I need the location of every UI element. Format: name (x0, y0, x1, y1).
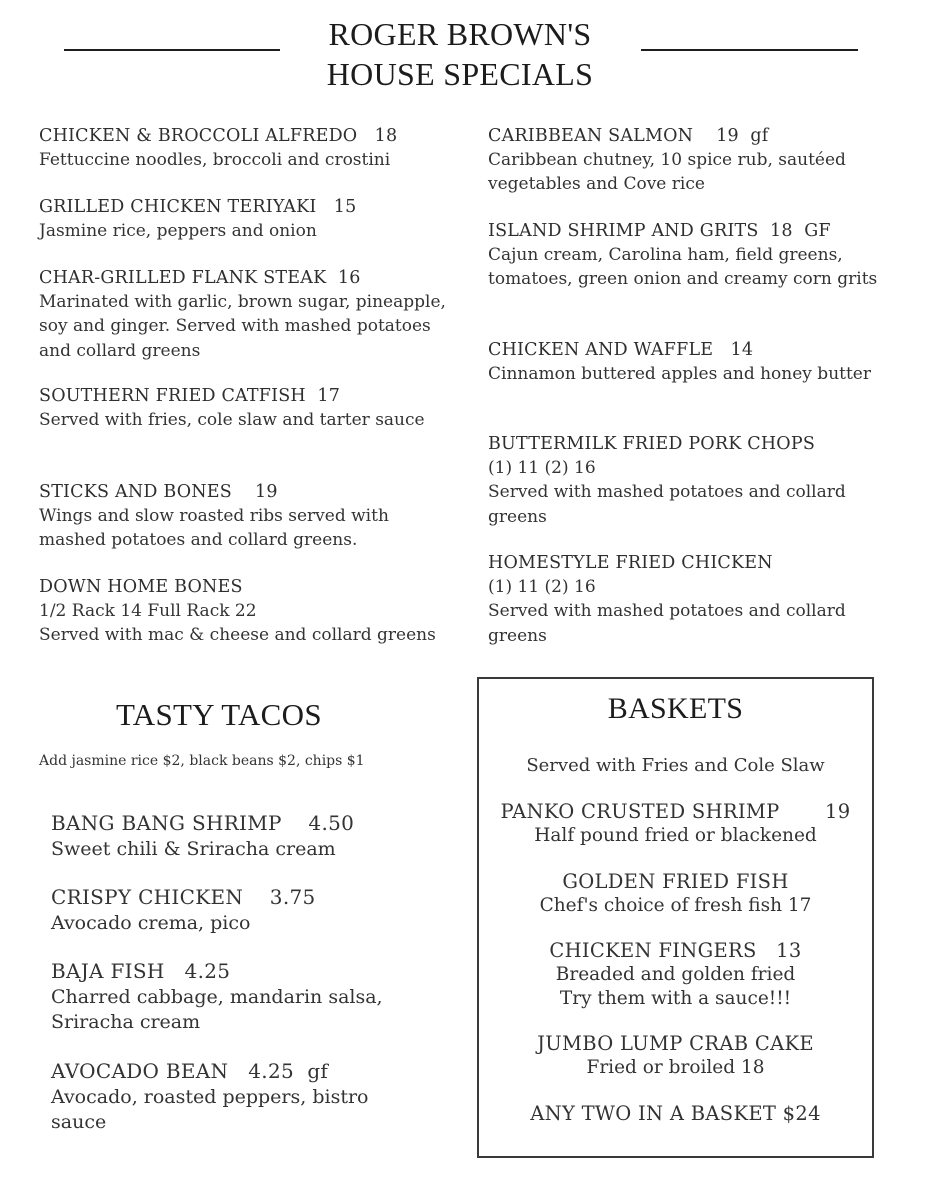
menu-item (39, 384, 449, 432)
menu-item (39, 266, 449, 363)
page-title (280, 14, 640, 94)
menu-item-name: BUTTERMILK FRIED PORK CHOPS (488, 434, 816, 454)
menu-item-desc: (1) 11 (2) 16 Served with mashed potatoes and collard greens (488, 458, 846, 527)
menu-item (488, 551, 888, 648)
basket-item-name: CHICKEN FINGERS 13 (549, 939, 802, 962)
menu-item-name: DOWN HOME BONES (39, 577, 243, 597)
menu-item-desc: Cinnamon buttered apples and honey butter (488, 364, 871, 385)
basket-item-desc: Chef's choice of fresh fish 17 (539, 895, 812, 916)
taco-item (51, 885, 431, 936)
menu-item (39, 575, 449, 648)
taco-item (51, 959, 431, 1036)
taco-item (51, 1059, 411, 1136)
menu-item-desc: Jasmine rice, peppers and onion (39, 221, 317, 242)
basket-item-desc: Breaded and golden fried Try them with a sauce!!! (555, 964, 796, 1009)
basket-item-desc: Half pound fried or blackened (534, 825, 817, 846)
menu-item-name: ISLAND SHRIMP AND GRITS 18 GF (488, 221, 831, 241)
baskets-title: BASKETS (607, 692, 744, 725)
menu-item-desc: Cajun cream, Carolina ham, field greens, tomatoes, green onion and creamy corn grits (488, 245, 878, 290)
header-rule-right (641, 49, 858, 51)
menu-item (488, 124, 888, 197)
taco-item-name: CRISPY CHICKEN 3.75 (51, 885, 316, 909)
basket-item (479, 800, 872, 848)
header-rule-left (64, 49, 280, 51)
basket-item-name: PANKO CRUSTED SHRIMP 19 (500, 800, 851, 823)
menu-item-desc: Fettuccine noodles, broccoli and crostini (39, 150, 391, 171)
menu-item (39, 124, 449, 172)
basket-combo: ANY TWO IN A BASKET $24 (530, 1102, 821, 1125)
menu-item-name: CARIBBEAN SALMON 19 gf (488, 126, 769, 146)
menu-item (488, 219, 888, 292)
taco-item-name: AVOCADO BEAN 4.25 gf (51, 1059, 329, 1083)
menu-item-name: HOMESTYLE FRIED CHICKEN (488, 553, 773, 573)
title-line-1: ROGER BROWN'S (328, 16, 592, 52)
menu-item-name: GRILLED CHICKEN TERIYAKI 15 (39, 197, 357, 217)
menu-item-desc: (1) 11 (2) 16 Served with mashed potatoes and collard greens (488, 577, 846, 646)
menu-item-name: STICKS AND BONES 19 (39, 482, 278, 502)
menu-item-name: CHAR-GRILLED FLANK STEAK 16 (39, 268, 361, 288)
menu-item-name: CHICKEN & BROCCOLI ALFREDO 18 (39, 126, 398, 146)
menu-item-desc: Wings and slow roasted ribs served with mashed potatoes and collard greens. (39, 506, 389, 551)
basket-item-name: JUMBO LUMP CRAB CAKE (537, 1032, 814, 1055)
menu-item (488, 432, 888, 529)
title-line-2: HOUSE SPECIALS (326, 56, 594, 92)
taco-item-desc: Charred cabbage, mandarin salsa, Sriracha cream (51, 985, 383, 1033)
taco-item-desc: Avocado crema, pico (51, 911, 251, 934)
taco-item (51, 811, 431, 862)
menu-item-desc: Caribbean chutney, 10 spice rub, sautéed vegetables and Cove rice (488, 150, 846, 195)
basket-item-desc: Fried or broiled 18 (586, 1057, 765, 1078)
taco-item-name: BAJA FISH 4.25 (51, 959, 231, 983)
menu-item (39, 195, 449, 243)
menu-item-desc: Served with fries, cole slaw and tarter sauce (39, 410, 425, 431)
menu-item (39, 480, 449, 553)
taco-item-desc: Sweet chili & Sriracha cream (51, 837, 336, 860)
menu-item-name: SOUTHERN FRIED CATFISH 17 (39, 386, 341, 406)
menu-item-name: CHICKEN AND WAFFLE 14 (488, 340, 754, 360)
basket-item (479, 939, 872, 1011)
baskets-note: Served with Fries and Cole Slaw (526, 755, 825, 776)
taco-item-desc: Avocado, roasted peppers, bistro sauce (51, 1085, 369, 1133)
tacos-note: Add jasmine rice $2, black beans $2, chips $1 (39, 753, 365, 769)
basket-item (479, 1032, 872, 1080)
tacos-title: TASTY TACOS (116, 697, 322, 732)
menu-item-desc: Marinated with garlic, brown sugar, pineapple, soy and ginger. Served with mashed potatoes and collard greens (39, 292, 446, 361)
basket-item-name: GOLDEN FRIED FISH (562, 870, 789, 893)
menu-item (488, 338, 888, 386)
basket-item (479, 870, 872, 918)
taco-item-name: BANG BANG SHRIMP 4.50 (51, 811, 355, 835)
menu-item-desc: 1/2 Rack 14 Full Rack 22 Served with mac & cheese and collard greens (39, 601, 436, 646)
